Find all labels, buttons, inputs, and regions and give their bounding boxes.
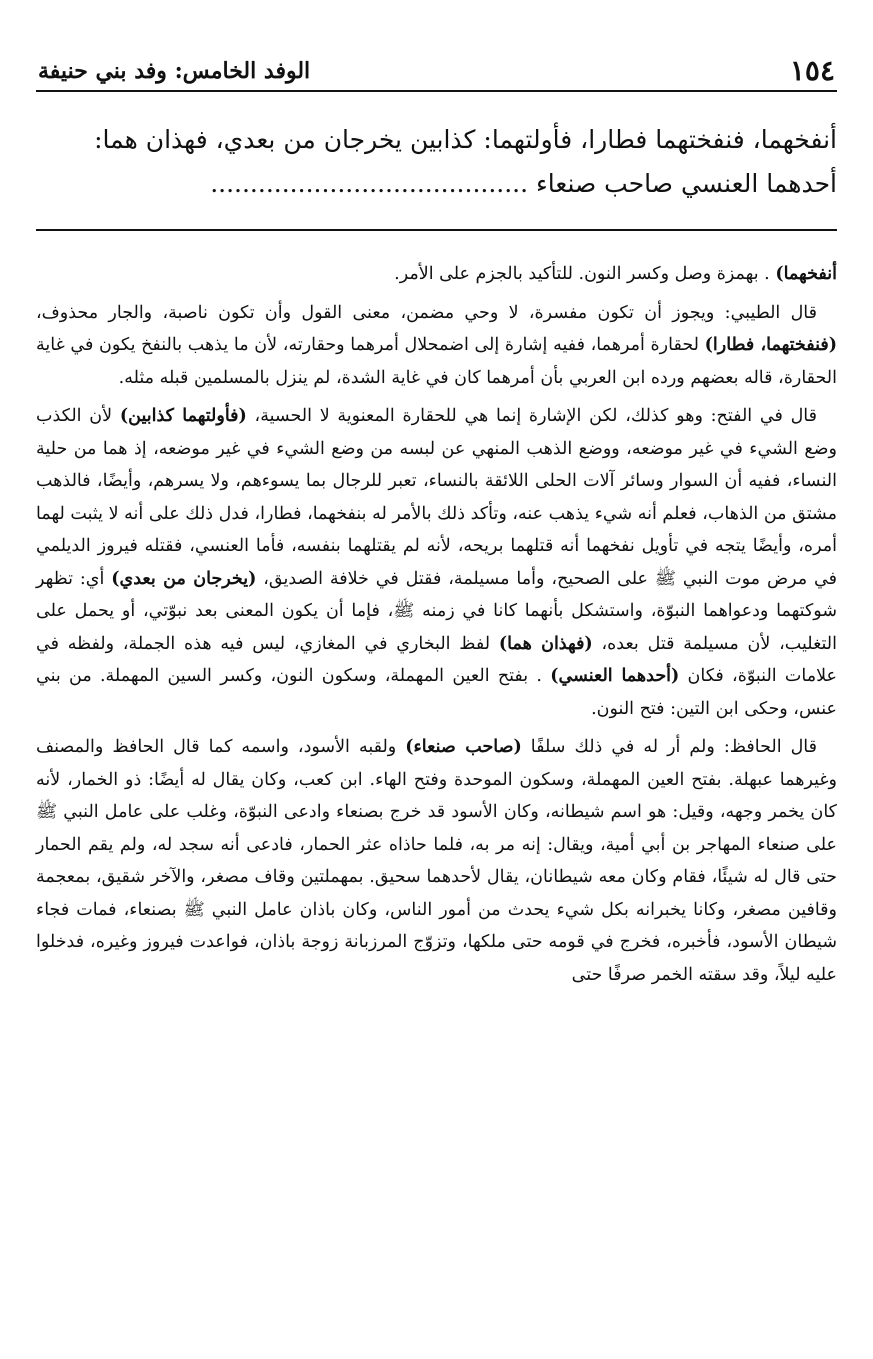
paragraph-text: ولقبه الأسود، واسمه كما قال الحافظ والمصنف وغيرهما عبهلة. بفتح العين المهملة، وسكون الموحدة وفتح الهاء. ابن كعب، وكان يقال له أيضًا: ذو الخمار، لأنه كان يخمر وجهه، وقيل: هو اسم شيطانه، وكان الأسود قد خرج بصنعاء وادعى النبوّة، وغلب على عامل النبي ﷺ على صنعاء المهاجر بن أبي أمية، ويقال: إنه مر به، فلما حاذاه عثر الحمار، فادعى أنه سجد له، ولم يقم الحمار حتى قال له شيئًا، فقام وكان معه شيطانان، يقال لأحدهما سحيق. بمهملتين وقاف مصغر، والآخر شقيق، بمعجمة وقافين مصغر، وكانا يخبرانه بكل شيء يحدث من أمور الناس، وكان باذان عامل النبي ﷺ بصنعاء، فمات فجاء شيطان الأسود، فأخبره، فخرج في قومه حتى ملكها، وتزوّج المرزبانة زوجة باذان، فواعدت فيروز وغيره، فدخلوا عليه ليلاً، وقد سقته الخمر صرفًا حتى bbox=[36, 737, 837, 985]
paragraph-text: أي: تظهر شوكتهما ودعواهما النبوّة، واستشكل بأنهما كانا في زمنه ﷺ، فإما أن يكون المعنى بعد نبوّتي، أو يحمل على التغليب، لأن مسيلمة قتل بعده، bbox=[36, 568, 837, 654]
bold-lemma: (فأولتهما كذابين) bbox=[119, 406, 247, 426]
bold-lemma: (صاحب صنعاء) bbox=[405, 737, 522, 757]
bold-lemma: (يخرجان من بعدي) bbox=[111, 568, 257, 589]
paragraph-text: قال في الفتح: وهو كذلك، لكن الإشارة إنما هي للحقارة المعنوية لا الحسية، bbox=[246, 406, 817, 426]
paragraph-text: . بفتح العين المهملة، وسكون النون، وكسر السين المهملة. من بني عنس، وحكى ابن التين: فتح النون. bbox=[36, 666, 837, 719]
bold-lemma: (فنفختهما، فطارا) bbox=[704, 335, 837, 355]
paragraph-text: لحقارة أمرهما، ففيه إشارة إلى اضمحلال أمرهما وحقارته، لأن ما يذهب بالنفخ يكون في غاية الحقارة، قاله بعضهم ورده ابن العربي بأن أمرهما كان في غاية الشدة، لم ينزل بالمسلمين قبله مثله. bbox=[36, 335, 837, 388]
paragraph-text: لأن الكذب وضع الشيء في غير موضعه، ووضع الذهب المنهي عن لبسه من وضع الشيء في غير موضعه، إذ هما من حلية النساء، ففيه أن السوار وسائر آلات الحلى اللائقة بالنساء، تعبر للرجال بما يسوءهم، ولا يسرهم، وأيضًا، فالذهب مشتق من الذهاب، فعلم أنه شيء يذهب عنه، وتأكد ذلك بالأمر له بنفخهما، فطارا، فدل ذلك على أنه لا يثبت لهما أمره، وأيضًا يتجه في تأويل نفخهما أنه قتلهما بريحه، لأنه لم يقتلهما بنفسه، فأما العنسي، فقتله فيروز الديلمي في مرض موت النبي ﷺ على الصحيح، وأما مسيلمة، فقتل في خلافة الصديق، bbox=[36, 406, 837, 589]
page-number: ١٥٤ bbox=[789, 54, 835, 87]
paragraph-text: . بهمزة وصل وكسر النون. للتأكيد بالجزم على الأمر. bbox=[394, 264, 776, 284]
bold-lemma: أنفخهما) bbox=[775, 264, 837, 284]
separator-rule bbox=[36, 229, 837, 231]
commentary-paragraph bbox=[36, 297, 837, 395]
commentary-paragraph bbox=[36, 731, 837, 991]
running-title: الوفد الخامس: وفد بني حنيفة bbox=[38, 58, 311, 84]
commentary-paragraph bbox=[36, 400, 837, 725]
hadith-line: أنفخهما، فنفختهما فطارا، فأولتهما: كذابين يخرجان من بعدي، فهذان هما: bbox=[94, 125, 837, 154]
paragraph-text: قال الحافظ: ولم أر له في ذلك سلفًا bbox=[521, 737, 817, 757]
hadith-text bbox=[36, 118, 837, 206]
commentary-text bbox=[36, 258, 837, 997]
hadith-line: أحدهما العنسي صاحب صنعاء ........................................ bbox=[210, 169, 837, 198]
commentary-paragraph bbox=[36, 258, 837, 291]
bold-lemma: (أحدهما العنسي) bbox=[550, 666, 680, 686]
page-header bbox=[36, 50, 837, 92]
bold-lemma: (فهذان هما) bbox=[498, 633, 593, 654]
paragraph-text: لفظ البخاري في المغازي، ليس فيه هذه الجملة، ولفظه في علامات النبوّة، فكان bbox=[36, 633, 837, 686]
paragraph-text: قال الطيبي: ويجوز أن تكون مفسرة، لا وحي مضمن، معنى القول وأن تكون ناصبة، والجار محذوف، bbox=[36, 302, 817, 323]
